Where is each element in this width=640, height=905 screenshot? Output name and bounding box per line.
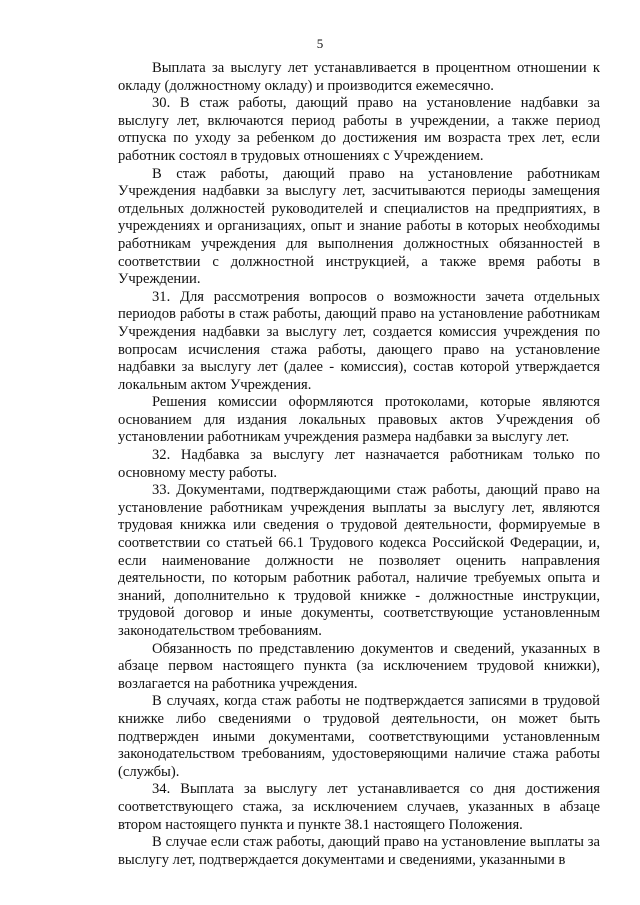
paragraph-32: 32. Надбавка за выслугу лет назначается работникам только по основному месту работы. (118, 447, 600, 481)
paragraph-34: 34. Выплата за выслугу лет устанавливается со дня достижения соответствующего стажа, за исключением случаев, указанных в абзаце втором настоящего пункта и пункте 38.1 настоящего Положения. (118, 781, 600, 833)
paragraph-payment-basis: Выплата за выслугу лет устанавливается в процентном отношении к окладу (должностному окладу) и производится ежемесячно. (118, 60, 600, 94)
paragraph-34-confirmation: В случае если стаж работы, дающий право на установление выплаты за выслугу лет, подтверждается документами и сведениями, указанными в (118, 834, 600, 868)
document-body (118, 60, 600, 869)
paragraph-33-obligation: Обязанность по представлению документов и сведений, указанных в абзаце первом настоящего пункта (за исключением трудовой книжки), возлагается на работника учреждения. (118, 640, 600, 692)
paragraph-30-periods: В стаж работы, дающий право на установление работникам Учреждения надбавки за выслугу лет, засчитываются периоды замещения отдельных должностей руководителей и специалистов на предприятиях, в учреждениях и организациях, опыт и знание работы в которых необходимы работникам учреждения для выполнения должностных обязанностей в соответствии с должностной инструкцией, а также время работы в Учреждении. (118, 165, 600, 288)
page-number: 5 (316, 36, 324, 51)
paragraph-31: 31. Для рассмотрения вопросов о возможности зачета отдельных периодов работы в стаж работы, дающий право на установление работникам Учреждения надбавки за выслугу лет, создается комиссия учреждения по вопросам исчисления стажа работы, дающего право на установление надбавки за выслугу лет (далее - комиссия), состав которой утверждается локальным актом Учреждения. (118, 288, 600, 393)
paragraph-33: 33. Документами, подтверждающими стаж работы, дающий право на установление работникам учреждения выплаты за выслугу лет, являются трудовая книжка или сведения о трудовой деятельности, формируемые в соответствии со статьей 66.1 Трудового кодекса Российской Федерации, и, если наименование должности не позволяет оценить направления деятельности, по которым работник работал, наличие требуемых опыта и знаний, дополнительно к трудовой книжке - должностные инструкции, трудовой договор и иные документы, соответствующие установленным законодательством требованиям. (118, 482, 600, 639)
paragraph-30: 30. В стаж работы, дающий право на установление надбавки за выслугу лет, включаются период работы в учреждении, а также период отпуска по уходу за ребенком до достижения им возраста трех лет, если работник состоял в трудовых отношениях с Учреждением. (118, 95, 600, 164)
paragraph-31-decisions: Решения комиссии оформляются протоколами, которые являются основанием для издания локальных правовых актов Учреждения об установлении работникам учреждения размера надбавки за выслугу лет. (118, 394, 600, 446)
paragraph-33-other-documents: В случаях, когда стаж работы не подтверждается записями в трудовой книжке либо сведениями о трудовой деятельности, он может быть подтвержден иными документами, соответствующими установленным законодательством требованиям, удостоверяющими наличие стажа работы (службы). (118, 693, 600, 780)
